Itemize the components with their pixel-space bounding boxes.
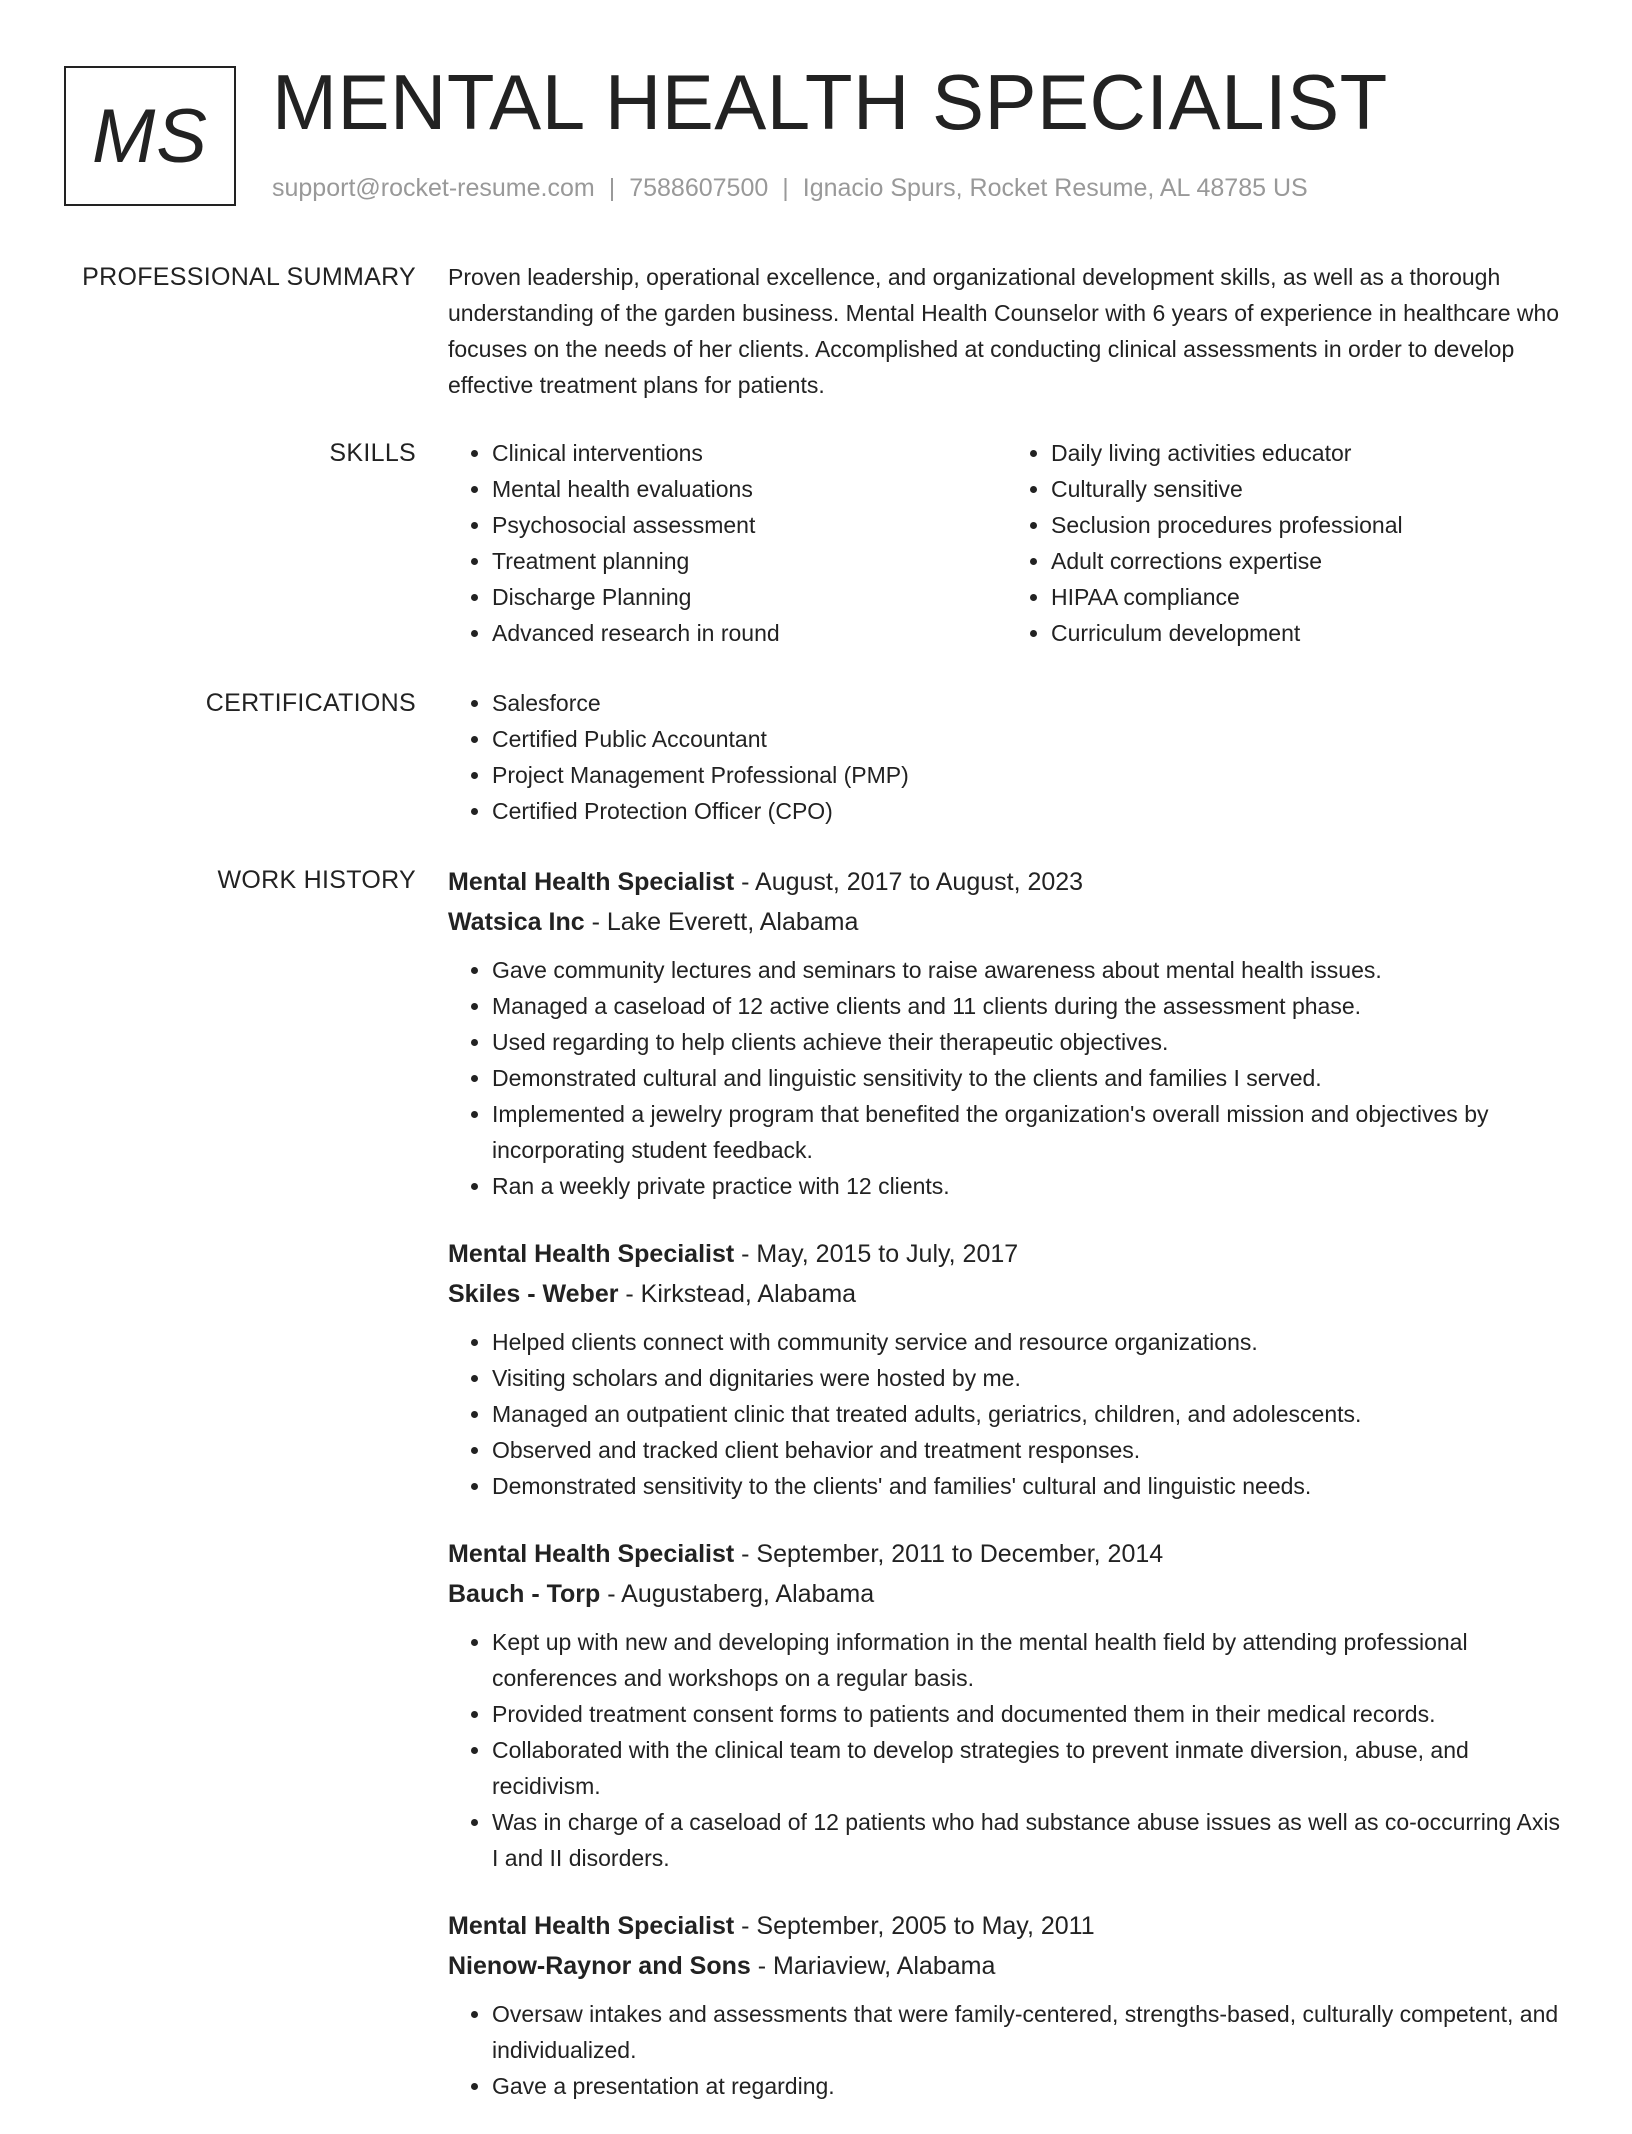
section-label-skills: SKILLS bbox=[329, 439, 416, 467]
job-bullet: • Kept up with new and developing information in the mental health field by attending professional conferences and workshops on a regular basis. bbox=[492, 1624, 1566, 1696]
skill-item: • Mental health evaluations bbox=[492, 471, 1007, 507]
job-location: - Kirkstead, Alabama bbox=[618, 1280, 857, 1308]
skill-item: • Daily living activities educator bbox=[1051, 435, 1566, 471]
job-bullet: • Gave a presentation at regarding. bbox=[492, 2068, 1566, 2104]
job-bullet: • Managed an outpatient clinic that treated adults, geriatrics, children, and adolescents. bbox=[492, 1396, 1566, 1432]
monogram-logo: MS bbox=[64, 66, 236, 206]
job-company-line bbox=[448, 1946, 1566, 1986]
job-company: Skiles - Weber bbox=[448, 1280, 619, 1308]
job-bullet: • Helped clients connect with community service and resource organizations. bbox=[492, 1324, 1566, 1360]
job-company-line bbox=[448, 1574, 1566, 1614]
job-bullets bbox=[448, 1324, 1566, 1504]
job-bullet: • Oversaw intakes and assessments that were family-centered, strengths-based, culturally competent, and individualized. bbox=[492, 1996, 1566, 2068]
job-entry bbox=[448, 1234, 1566, 1504]
job-bullet: • Implemented a jewelry program that benefited the organization's overall mission and objectives by incorporating student feedback. bbox=[492, 1096, 1566, 1168]
job-bullet: • Provided treatment consent forms to patients and documented them in their medical records. bbox=[492, 1696, 1566, 1732]
job-title-line bbox=[448, 1906, 1566, 1946]
job-title: Mental Health Specialist bbox=[448, 1912, 735, 1940]
job-title: Mental Health Specialist bbox=[448, 1540, 735, 1568]
certifications-list bbox=[448, 685, 1566, 829]
job-bullet: • Visiting scholars and dignitaries were hosted by me. bbox=[492, 1360, 1566, 1396]
contact-line bbox=[272, 174, 1308, 203]
skill-item: • HIPAA compliance bbox=[1051, 579, 1566, 615]
job-bullet: • Observed and tracked client behavior and treatment responses. bbox=[492, 1432, 1566, 1468]
job-entry bbox=[448, 1534, 1566, 1876]
skill-item: • Discharge Planning bbox=[492, 579, 1007, 615]
job-bullet: • Collaborated with the clinical team to develop strategies to prevent inmate diversion, abuse, and recidivism. bbox=[492, 1732, 1566, 1804]
job-bullets bbox=[448, 952, 1566, 1204]
job-bullet: • Demonstrated sensitivity to the clients' and families' cultural and linguistic needs. bbox=[492, 1468, 1566, 1504]
contact-separator: | bbox=[782, 174, 789, 202]
job-title-line bbox=[448, 1234, 1566, 1274]
skill-item: • Seclusion procedures professional bbox=[1051, 507, 1566, 543]
job-bullet: • Ran a weekly private practice with 12 clients. bbox=[492, 1168, 1566, 1204]
job-company: Nienow-Raynor and Sons bbox=[448, 1952, 751, 1980]
skills-list-left bbox=[448, 435, 1007, 651]
job-bullets bbox=[448, 1996, 1566, 2104]
job-location: - Mariaview, Alabama bbox=[750, 1952, 996, 1980]
skill-item: • Culturally sensitive bbox=[1051, 471, 1566, 507]
certification-item: • Project Management Professional (PMP) bbox=[492, 757, 1566, 793]
contact-email: support@rocket-resume.com bbox=[272, 174, 595, 202]
contact-address: Ignacio Spurs, Rocket Resume, AL 48785 US bbox=[802, 174, 1308, 202]
job-company-line bbox=[448, 1274, 1566, 1314]
certification-item: • Certified Protection Officer (CPO) bbox=[492, 793, 1566, 829]
skills-list-right bbox=[1007, 435, 1566, 651]
job-company: Bauch - Torp bbox=[448, 1580, 601, 1608]
job-entry bbox=[448, 1906, 1566, 2104]
job-title: Mental Health Specialist bbox=[448, 868, 735, 896]
job-bullet: • Gave community lectures and seminars to raise awareness about mental health issues. bbox=[492, 952, 1566, 988]
job-bullets bbox=[448, 1624, 1566, 1876]
job-title-line bbox=[448, 1534, 1566, 1574]
certification-item: • Certified Public Accountant bbox=[492, 721, 1566, 757]
job-company: Watsica Inc bbox=[448, 908, 585, 936]
job-location: - Augustaberg, Alabama bbox=[600, 1580, 875, 1608]
job-dates: - September, 2005 to May, 2011 bbox=[734, 1912, 1095, 1940]
contact-phone: 7588607500 bbox=[629, 174, 769, 202]
job-dates: - September, 2011 to December, 2014 bbox=[734, 1540, 1164, 1568]
certification-item: • Salesforce bbox=[492, 685, 1566, 721]
job-bullet: • Demonstrated cultural and linguistic sensitivity to the clients and families I served. bbox=[492, 1060, 1566, 1096]
section-label-summary: PROFESSIONAL SUMMARY bbox=[82, 263, 416, 291]
job-title: Mental Health Specialist bbox=[448, 1240, 735, 1268]
job-bullet: • Managed a caseload of 12 active clients and 11 clients during the assessment phase. bbox=[492, 988, 1566, 1024]
skill-item: • Treatment planning bbox=[492, 543, 1007, 579]
section-label-certifications: CERTIFICATIONS bbox=[205, 689, 416, 717]
skill-item: • Curriculum development bbox=[1051, 615, 1566, 651]
skill-item: • Advanced research in round bbox=[492, 615, 1007, 651]
page-title: MENTAL HEALTH SPECIALIST bbox=[272, 58, 1388, 146]
skill-item: • Clinical interventions bbox=[492, 435, 1007, 471]
summary-text: Proven leadership, operational excellence, and organizational development skills, as well as a thorough understanding of the garden business. Mental Health Counselor with 6 years of experience in healthcare who focuses on the needs of her clients. Accomplished at conducting clinical assessments in order to develop effective treatment plans for patients. bbox=[448, 264, 1560, 398]
job-bullet: • Was in charge of a caseload of 12 patients who had substance abuse issues as well as co-occurring Axis I and II disorders. bbox=[492, 1804, 1566, 1876]
job-title-line bbox=[448, 862, 1566, 902]
job-entry bbox=[448, 862, 1566, 1204]
skill-item: • Adult corrections expertise bbox=[1051, 543, 1566, 579]
job-location: - Lake Everett, Alabama bbox=[584, 908, 859, 936]
job-dates: - August, 2017 to August, 2023 bbox=[734, 868, 1084, 896]
contact-separator: | bbox=[608, 174, 616, 202]
job-bullet: • Used regarding to help clients achieve their therapeutic objectives. bbox=[492, 1024, 1566, 1060]
job-dates: - May, 2015 to July, 2017 bbox=[734, 1240, 1019, 1268]
job-company-line bbox=[448, 902, 1566, 942]
section-label-work-history: WORK HISTORY bbox=[217, 866, 416, 894]
skill-item: • Psychosocial assessment bbox=[492, 507, 1007, 543]
